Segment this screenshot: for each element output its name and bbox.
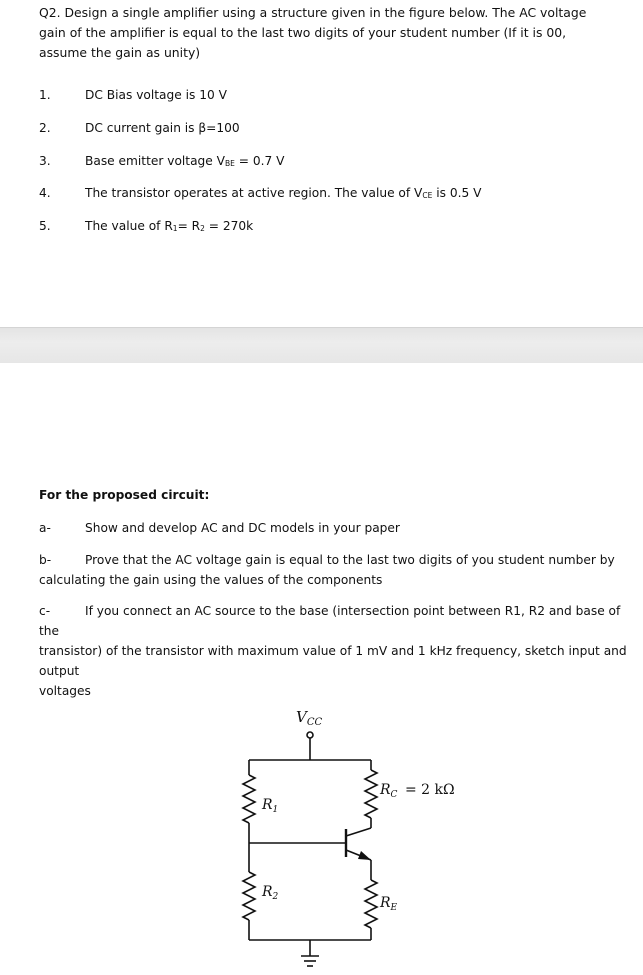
r1-label: $R_1$ bbox=[262, 797, 279, 815]
emitter-arrow bbox=[358, 851, 371, 860]
vcc-label: $V_{CC}$ bbox=[296, 708, 323, 728]
rc-resistor bbox=[365, 770, 377, 818]
question-heading: Q2. Design a single amplifier using a structure given in the figure below. The AC voltage gain of the amplifier is equal to the last two digits of your student number (If it is 00, assume the gain as unity) bbox=[39, 5, 587, 60]
given-num-1: 1. bbox=[39, 88, 51, 102]
task-b-line1: Prove that the AC voltage gain is equal to the last two digits of you student number by bbox=[85, 553, 615, 567]
r2-label: $R_2$ bbox=[262, 884, 279, 902]
task-b-line2: calculating the gain using the values of the components bbox=[39, 573, 383, 587]
task-a-text: Show and develop AC and DC models in your paper bbox=[85, 521, 400, 535]
re-resistor bbox=[365, 880, 377, 928]
rc-label: $R_C$ bbox=[380, 782, 398, 800]
tasks-heading: For the proposed circuit: bbox=[39, 488, 210, 502]
given-text-1: DC Bias voltage is 10 V bbox=[85, 88, 227, 102]
rc-value: = 2 kΩ bbox=[405, 782, 455, 798]
r1-resistor bbox=[243, 775, 255, 823]
task-b-marker: b- bbox=[39, 553, 52, 567]
task-c-line1: If you connect an AC source to the base (intersection point between R1, R2 and base of the bbox=[39, 604, 621, 638]
given-num-5: 5. bbox=[39, 219, 51, 233]
task-c-line3: voltages bbox=[39, 684, 91, 698]
task-c-line2: transistor) of the transistor with maximum value of 1 mV and 1 kHz frequency, sketch input and output bbox=[39, 644, 627, 678]
given-num-4: 4. bbox=[39, 186, 51, 200]
re-label: $R_E$ bbox=[380, 895, 398, 913]
ground-symbol bbox=[301, 956, 319, 966]
transistor-collector bbox=[346, 828, 371, 836]
given-text-5: The value of $R_1= R_2 = 270k$ bbox=[85, 219, 254, 233]
given-num-3: 3. bbox=[39, 154, 51, 168]
given-num-2: 2. bbox=[39, 121, 51, 135]
given-text-3: Base emitter voltage $V_{BE} = 0.7$ V bbox=[85, 154, 285, 168]
given-text-2: DC current gain is β=100 bbox=[85, 121, 240, 135]
vcc-terminal bbox=[307, 732, 313, 738]
r2-resistor bbox=[243, 872, 255, 920]
task-c-marker: c- bbox=[39, 604, 51, 618]
given-text-4: The transistor operates at active region. The value of $V_{CE}$ is 0.5 V bbox=[85, 186, 482, 200]
task-a-marker: a- bbox=[39, 521, 51, 535]
